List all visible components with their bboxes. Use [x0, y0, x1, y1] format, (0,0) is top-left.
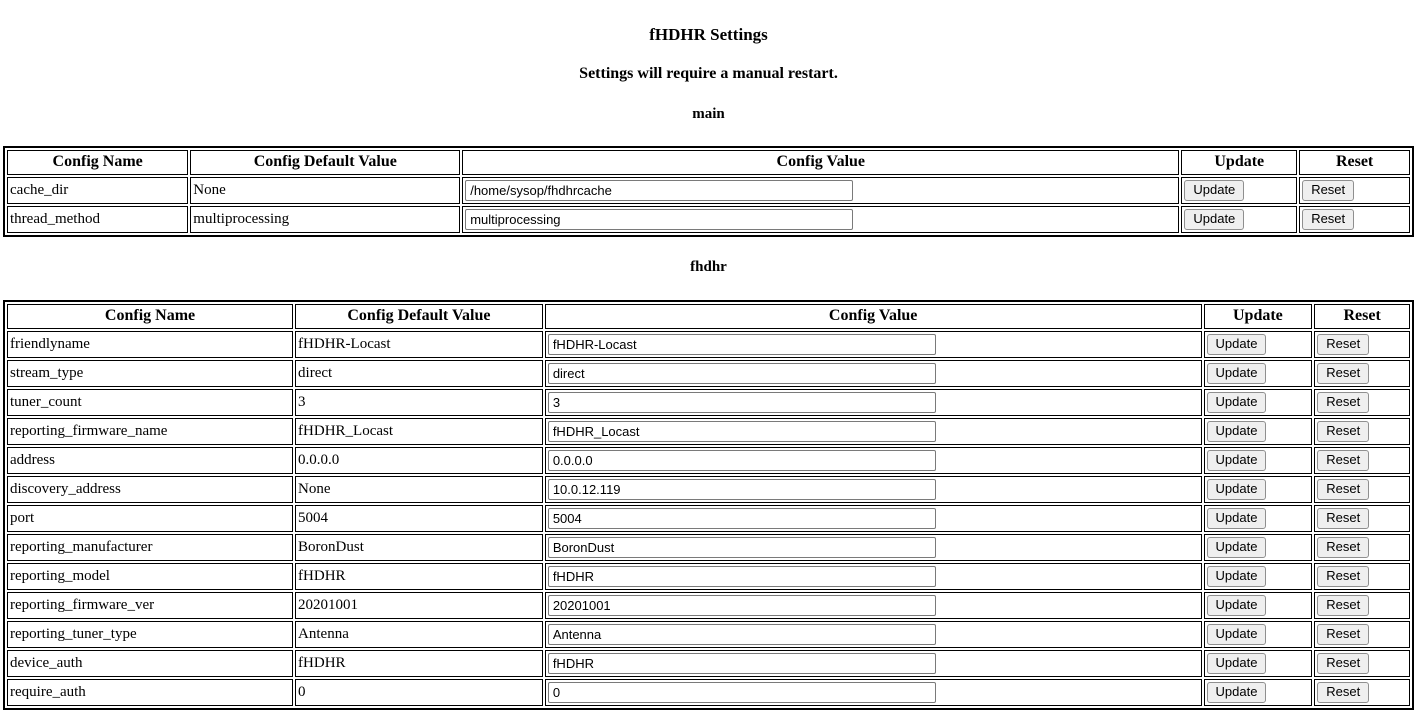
config-default-value-cell: fHDHR-Locast [295, 331, 543, 358]
update-button[interactable]: Update [1207, 479, 1267, 500]
config-value-cell [545, 418, 1202, 445]
config-value-cell [545, 650, 1202, 677]
update-cell [1204, 476, 1313, 503]
table-row [7, 679, 1410, 706]
update-button[interactable]: Update [1184, 180, 1244, 201]
update-button[interactable]: Update [1207, 653, 1267, 674]
table-row [7, 331, 1410, 358]
config-default-value-cell: 0 [295, 679, 543, 706]
config-table-fhdhr [3, 300, 1414, 710]
table-row [7, 563, 1410, 590]
config-default-value-cell: 3 [295, 389, 543, 416]
config-name-cell: stream_type [7, 360, 293, 387]
column-header: Config Name [7, 150, 188, 175]
config-name-cell: reporting_firmware_ver [7, 592, 293, 619]
config-default-value-cell: 5004 [295, 505, 543, 532]
config-value-cell [545, 447, 1202, 474]
section-heading-main: main [692, 105, 725, 122]
reset-cell [1314, 592, 1410, 619]
reset-cell [1314, 621, 1410, 648]
reset-cell [1314, 331, 1410, 358]
reset-button[interactable]: Reset [1317, 363, 1369, 384]
config-value-input[interactable] [548, 421, 936, 442]
update-button[interactable]: Update [1207, 595, 1267, 616]
config-default-value-cell: BoronDust [295, 534, 543, 561]
table-row [7, 534, 1410, 561]
page-subtitle: Settings will require a manual restart. [579, 65, 838, 83]
reset-button[interactable]: Reset [1317, 682, 1369, 703]
config-value-input[interactable] [548, 624, 936, 645]
update-cell [1204, 592, 1313, 619]
table-row [7, 360, 1410, 387]
update-cell [1204, 505, 1313, 532]
section-heading-fhdhr: fhdhr [690, 258, 727, 275]
settings-page [3, 25, 1414, 710]
update-cell [1204, 360, 1313, 387]
table-row [7, 476, 1410, 503]
config-name-cell: require_auth [7, 679, 293, 706]
config-default-value-cell: fHDHR [295, 563, 543, 590]
page-title: fHDHR Settings [649, 25, 768, 44]
config-default-value-cell: 0.0.0.0 [295, 447, 543, 474]
config-name-cell: device_auth [7, 650, 293, 677]
config-name-cell: port [7, 505, 293, 532]
table-row [7, 505, 1410, 532]
config-name-cell: reporting_tuner_type [7, 621, 293, 648]
update-cell [1204, 534, 1313, 561]
reset-cell [1314, 534, 1410, 561]
column-header: Config Default Value [190, 150, 460, 175]
table-row [7, 650, 1410, 677]
config-value-input[interactable] [548, 653, 936, 674]
config-value-input[interactable] [548, 595, 936, 616]
reset-button[interactable]: Reset [1317, 479, 1369, 500]
config-value-input[interactable] [548, 334, 936, 355]
table-row [7, 418, 1410, 445]
update-cell [1181, 177, 1297, 204]
reset-button[interactable]: Reset [1317, 450, 1369, 471]
config-name-cell: reporting_model [7, 563, 293, 590]
config-value-input[interactable] [548, 450, 936, 471]
column-header: Reset [1314, 304, 1410, 329]
update-button[interactable]: Update [1207, 624, 1267, 645]
update-cell [1204, 389, 1313, 416]
update-button[interactable]: Update [1207, 682, 1267, 703]
config-default-value-cell: None [190, 177, 460, 204]
column-header: Config Name [7, 304, 293, 329]
config-name-cell: friendlyname [7, 331, 293, 358]
table-row [7, 206, 1410, 233]
reset-cell [1314, 476, 1410, 503]
config-value-cell [545, 331, 1202, 358]
config-default-value-cell: multiprocessing [190, 206, 460, 233]
config-value-input[interactable] [548, 537, 936, 558]
update-button[interactable]: Update [1207, 334, 1267, 355]
update-cell [1204, 650, 1313, 677]
config-value-cell [545, 563, 1202, 590]
config-value-input[interactable] [548, 479, 936, 500]
config-default-value-cell: direct [295, 360, 543, 387]
config-value-cell [545, 621, 1202, 648]
reset-button[interactable]: Reset [1302, 209, 1354, 230]
config-value-cell [545, 534, 1202, 561]
config-name-cell: address [7, 447, 293, 474]
config-value-input[interactable] [548, 392, 936, 413]
config-name-cell: thread_method [7, 206, 188, 233]
table-row [7, 447, 1410, 474]
config-name-cell: reporting_manufacturer [7, 534, 293, 561]
update-button[interactable]: Update [1207, 450, 1267, 471]
config-value-input[interactable] [465, 209, 853, 230]
table-row [7, 177, 1410, 204]
reset-cell [1314, 679, 1410, 706]
reset-button[interactable]: Reset [1317, 392, 1369, 413]
config-name-cell: tuner_count [7, 389, 293, 416]
update-cell [1204, 447, 1313, 474]
reset-cell [1314, 650, 1410, 677]
update-button[interactable]: Update [1207, 421, 1267, 442]
table-row [7, 389, 1410, 416]
reset-cell [1314, 389, 1410, 416]
reset-button[interactable]: Reset [1317, 334, 1369, 355]
update-button[interactable]: Update [1207, 363, 1267, 384]
config-default-value-cell: fHDHR_Locast [295, 418, 543, 445]
update-cell [1204, 331, 1313, 358]
update-button[interactable]: Update [1207, 392, 1267, 413]
reset-button[interactable]: Reset [1317, 566, 1369, 587]
column-header: Update [1181, 150, 1297, 175]
reset-cell [1314, 505, 1410, 532]
config-value-cell [545, 592, 1202, 619]
column-header: Config Value [545, 304, 1202, 329]
reset-button[interactable]: Reset [1317, 653, 1369, 674]
reset-cell [1314, 418, 1410, 445]
reset-button[interactable]: Reset [1317, 508, 1369, 529]
update-cell [1181, 206, 1297, 233]
config-default-value-cell: 20201001 [295, 592, 543, 619]
reset-cell [1314, 360, 1410, 387]
header-row [7, 150, 1410, 175]
config-name-cell: reporting_firmware_name [7, 418, 293, 445]
header-row [7, 304, 1410, 329]
config-value-cell [545, 679, 1202, 706]
update-cell [1204, 621, 1313, 648]
column-header: Config Default Value [295, 304, 543, 329]
config-name-cell: discovery_address [7, 476, 293, 503]
config-default-value-cell: Antenna [295, 621, 543, 648]
config-value-input[interactable] [548, 566, 936, 587]
reset-cell [1299, 206, 1410, 233]
config-value-input[interactable] [548, 363, 936, 384]
config-value-cell [545, 360, 1202, 387]
config-value-input[interactable] [548, 682, 936, 703]
update-button[interactable]: Update [1207, 566, 1267, 587]
config-value-input[interactable] [548, 508, 936, 529]
column-header: Config Value [462, 150, 1179, 175]
table-row [7, 592, 1410, 619]
reset-button[interactable]: Reset [1302, 180, 1354, 201]
config-value-cell [545, 505, 1202, 532]
config-value-cell [462, 206, 1179, 233]
config-name-cell: cache_dir [7, 177, 188, 204]
reset-cell [1299, 177, 1410, 204]
update-cell [1204, 679, 1313, 706]
config-value-cell [545, 476, 1202, 503]
reset-button[interactable]: Reset [1317, 595, 1369, 616]
config-default-value-cell: None [295, 476, 543, 503]
reset-button[interactable]: Reset [1317, 537, 1369, 558]
column-header: Reset [1299, 150, 1410, 175]
update-cell [1204, 563, 1313, 590]
update-button[interactable]: Update [1207, 508, 1267, 529]
config-value-cell [462, 177, 1179, 204]
reset-button[interactable]: Reset [1317, 421, 1369, 442]
column-header: Update [1204, 304, 1313, 329]
table-row [7, 621, 1410, 648]
reset-button[interactable]: Reset [1317, 624, 1369, 645]
config-table-main [3, 146, 1414, 237]
update-button[interactable]: Update [1184, 209, 1244, 230]
update-button[interactable]: Update [1207, 537, 1267, 558]
config-default-value-cell: fHDHR [295, 650, 543, 677]
update-cell [1204, 418, 1313, 445]
config-value-input[interactable] [465, 180, 853, 201]
reset-cell [1314, 447, 1410, 474]
config-value-cell [545, 389, 1202, 416]
reset-cell [1314, 563, 1410, 590]
